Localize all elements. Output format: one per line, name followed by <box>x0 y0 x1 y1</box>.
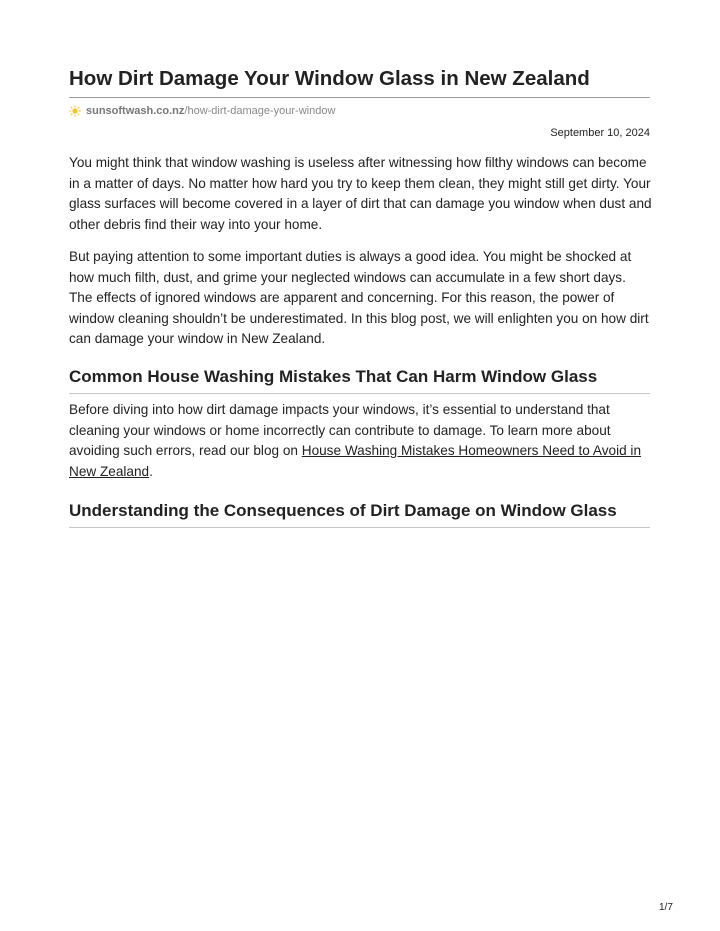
paragraph-1: You might think that window washing is useless after witnessing how filthy windows can become in a matter of days. No matter how hard you try to keep them clean, they might still get dirty. Your glass surfaces will become covered in a layer of dirt that can damage you window when dust and other debris find their way into your home. <box>69 155 652 232</box>
publish-date: September 10, 2024 <box>550 127 650 139</box>
article-title: How Dirt Damage Your Window Glass in New Zealand <box>69 66 650 98</box>
house-washing-mistakes-link[interactable]: House Washing Mistakes Homeowners Need to Avoid in New Zealand <box>69 443 642 479</box>
paragraph-3-end: . <box>149 463 153 479</box>
source-path: /how-dirt-damage-your-window <box>184 105 336 117</box>
paragraph-2: But paying attention to some important duties is always a good idea. You might be shocked at how much filth, dust, and grime your neglected windows can accumulate in a few short days. The effects of ignored windows are apparent and concerning. For this reason, the power of window cleaning shouldn’t be underestimated. In this blog post, we will enlighten you on how dirt can damage your window in New Zealand. <box>69 249 649 346</box>
sun-icon <box>69 105 81 117</box>
section-heading-consequences: Understanding the Consequences of Dirt Damage on Window Glass <box>69 500 650 528</box>
section-heading-mistakes: Common House Washing Mistakes That Can Harm Window Glass <box>69 366 650 394</box>
source-domain-link[interactable]: sunsoftwash.co.nz <box>86 105 185 117</box>
source-line <box>69 104 335 118</box>
paragraph-3 <box>69 400 652 482</box>
page-number: 1/7 <box>659 902 673 913</box>
paragraph-3-text: Before diving into how dirt damage impacts your windows, it’s essential to understand that cleaning your windows or home incorrectly can contribute to damage. To learn more about avoiding such errors, read our blog on <box>69 402 611 458</box>
